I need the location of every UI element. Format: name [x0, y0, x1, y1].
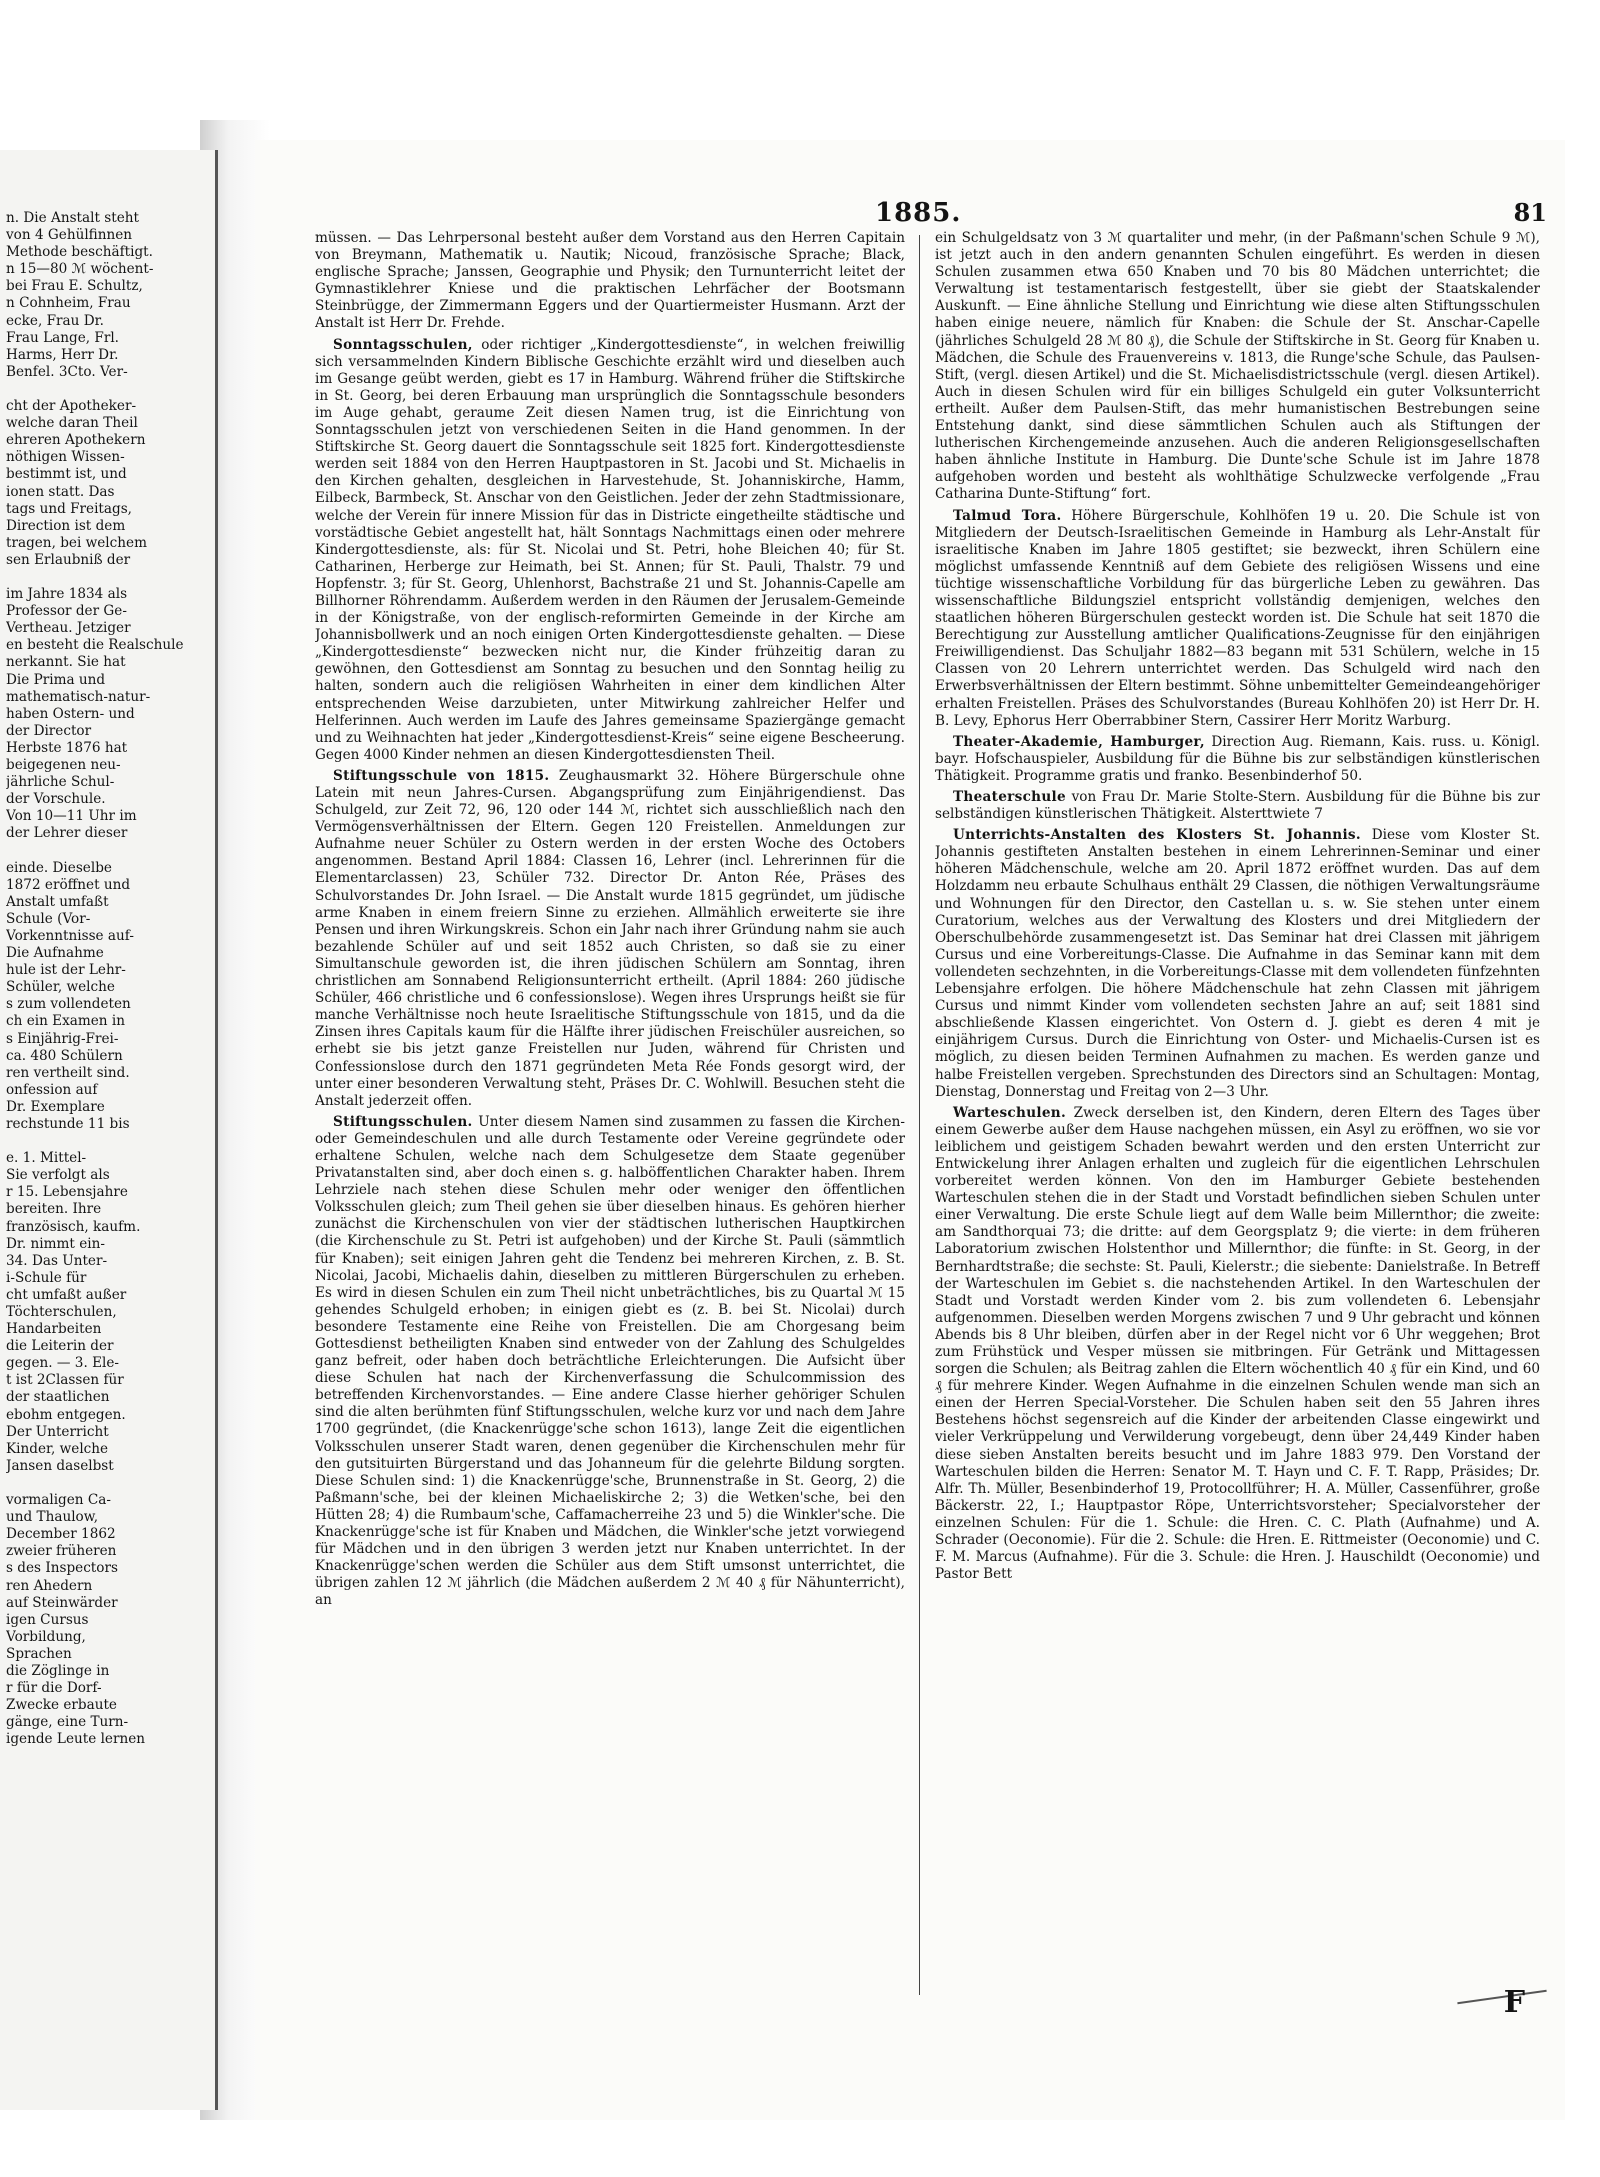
fragment-line: ren Ahedern: [6, 1577, 93, 1594]
fragment-line: hule ist der Lehr-: [6, 962, 126, 979]
fragment-line: r 15. Lebensjahre: [6, 1184, 128, 1201]
article-paragraph: [935, 827, 1540, 1101]
article-text: von Frau Dr. Marie Stolte-Stern. Ausbildung für die Bühne bis zur selbständigen künstlerischen Thätigkeit. Alsterttwiete 7: [935, 789, 1540, 823]
fragment-line: [6, 842, 206, 859]
fragment-line: ehreren Apothekern: [6, 432, 146, 449]
article-paragraph: [935, 230, 1540, 504]
article-text: Zeughausmarkt 32. Höhere Bürgerschule ohne Latein mit neun Jahres-Cursen. Abgangsprüfung zum Einjährigendienst. Das Schulgeld, zur Zeit 72, 96, 120 oder 144 ℳ, richtet sich ausschließlich nach den Vermögensverhältnissen der Eltern. Gegen 120 Freistellen. Anmeldungen zur Aufnahme neuer Schüler zu Ostern werden in der ersten Woche des Octobers angenommen. Bestand April 1884: Classen 16, Lehrer (incl. Lehrerinnen für die Elementarclassen) 23, Schüler 732. Director Dr. Anton Rée, Präses des Schulvorstandes Dr. John Israel. — Die Anstalt wurde 1815 gegründet, um jüdische arme Knaben in einem freiern Sinne zu erziehen. Allmählich erweiterte sie ihre Pensen und ihren Wirkungskreis. Schon ein Jahr nach ihrer Gründung nahm sie auch bezahlende Schüler auf und seit 1852 auch Christen, so daß sie zu einer Simultanschule geworden ist, die ihren jüdischen Schülern am Sonntag, ihren christlichen am Sonnabend Religionsunterricht ertheilt. (April 1884: 260 jüdische Schüler, 466 christliche und 6 confessionslose). Wegen ihres Ursprungs heißt sie für manche Verhältnisse noch heute Israelitische Stiftungsschule von 1815, und da die Zinsen ihres Capitals kaum für die Hälfte ihrer jüdischen Freischüler ausreichen, so erhebt sie bis jetzt ganze Freistellen nur Juden, während für Christen und Confessionslose durch den 1871 gegründeten Meta Rée Fonds gesorgt wird, der unter einer besonderen Verwaltung steht, Präses Dr. C. Wohlwill. Besuchen steht die Anstalt jederzeit offen.: [315, 767, 905, 1109]
fragment-line: nerkannt. Sie hat: [6, 654, 126, 671]
fragment-line: Vorkenntnisse auf-: [6, 927, 134, 944]
article-heading: Sonntagsschulen,: [333, 336, 473, 353]
fragment-line: Handarbeiten: [6, 1321, 102, 1338]
fragment-line: Sprachen: [6, 1645, 72, 1662]
fragment-line: vormaligen Ca-: [6, 1492, 111, 1509]
article-paragraph: [935, 508, 1540, 730]
fragment-line: ca. 480 Schülern: [6, 1047, 123, 1064]
article-text: Direction Aug. Riemann, Kais. russ. u. Königl. bayr. Hofschauspieler, Ausbildung für die Bühne bis zur selbständigen künstlerischen Thätigkeit. Programme gratis und franko. Besenbinderhof 50.: [935, 733, 1540, 784]
fragment-line: Töchterschulen,: [6, 1304, 117, 1320]
text-column-left: [315, 230, 905, 2000]
article-paragraph: [315, 337, 905, 764]
fragment-line: Frau Lange, Frl.: [6, 329, 119, 346]
fragment-line: n. Die Anstalt steht: [6, 210, 139, 226]
fragment-line: Vertheau. Jetziger: [6, 620, 131, 637]
fragment-line: Direction ist dem: [6, 517, 126, 534]
fragment-line: gegen. — 3. Ele-: [6, 1355, 120, 1372]
fragment-line: en besteht die Realschule: [6, 637, 184, 654]
fragment-line: Von 10—11 Uhr im: [6, 808, 137, 825]
fragment-line: sen Erlaubniß der: [6, 551, 131, 568]
article-heading: Unterrichts-Anstalten des Klosters St. Johannis.: [953, 827, 1361, 844]
page-number: 81: [1513, 198, 1547, 227]
fragment-line: December 1862: [6, 1526, 116, 1543]
fragment-line: [6, 569, 206, 586]
article-text: oder richtiger „Kindergottesdienste“, in welchen freiwillig sich versammelnden Kindern Biblische Geschichte erzählt wird und dieselben auch im Gesange geübt werden, giebt es 17 in Hamburg. Während früher die Stiftskirche in St. Georg, bei deren Erbauung man ursprünglich die Sonntagsschule besonders im Auge gehabt, geraume Zeit diesen Namen trug, ist die Einrichtung von Sonntagsschulen jetzt von verschiedenen Seiten in die Hand genommen. In der Stiftskirche St. Georg dauert die Sonntagsschule seit 1825 fort. Kindergottesdienste werden seit 1884 von den Herren Hauptpastoren in St. Jacobi und St. Michaelis in den Kirchen gehalten, desgleichen in Harvestehude, St. Johanniskirche, Hamm, Eilbeck, Barmbeck, St. Anschar von den Geistlichen. Jeder der zehn Stadtmissionare, welche der Verein für innere Mission für das in Districte eingetheilte städtische und vorstädtische Gebiet angestellt hat, hält Sonntags Nachmittags einen oder mehrere Kindergottesdienste, als: für St. Nicolai und St. Petri, hohe Bleichen 40; für St. Catharinen, Herberge zur Heimath, bei St. Annen; für St. Pauli, Thalstr. 79 und Hopfenstr. 3; für St. Georg, Uhlenhorst, Bachstraße 21 und St. Johannis-Capelle am Billhorner Röhrendamm. Außerdem werden in den Räumen der Jerusalem-Gemeinde in der Königstraße, von der englisch-reformirten Gemeinde in der Kirche am Johannisbollwerk und an noch einigen Orten Kindergottesdienste gehalten. — Diese „Kindergottesdienste“ bezwecken nicht nur, die Kinder frühzeitig daran zu gewöhnen, den Gottesdienst am Sonntag zu besuchen und den Sonntag heilig zu halten, sondern auch die religiösen Wahrheiten in einer dem kindlichen Alter entsprechenden Weise darzubieten, unter Mitwirkung zahlreicher Helfer und Helferinnen. Auch werden im Laufe des Jahres gemeinsame Spaziergänge gemacht und zu Weihnachten hat jeder „Kindergottesdienst-Kreis“ seine eigene Bescheerung. Gegen 4000 Kinder nehmen an diesen Kindergottesdiensten Theil.: [315, 336, 905, 763]
fragment-line: Methode beschäftigt.: [6, 244, 153, 261]
page-header: [255, 198, 1565, 228]
fragment-line: bei Frau E. Schultz,: [6, 278, 143, 295]
fragment-line: s des Inspectors: [6, 1560, 118, 1577]
fragment-line: die Zöglinge in: [6, 1662, 110, 1679]
fragment-line: 34. Das Unter-: [6, 1252, 108, 1269]
fragment-line: tragen, bei welchem: [6, 534, 147, 551]
article-text: ein Schulgeldsatz von 3 ℳ quartaliter und mehr, (in der Paßmann'schen Schule 9 ℳ), ist jetzt auch in den andern genannten Schulen eingeführt. Es werden in diesen Schulen zusammen etwa 650 Knaben und 70 bis 80 Mädchen unterrichtet; die Verwaltung ist testamentarisch festgestellt, über sie giebt der Staatskalender Auskunft. — Eine ähnliche Stellung und Einrichtung wie diese alten Stiftungsschulen haben einige neuere, nämlich für Knaben: die Schule der St. Anschar-Capelle (jährliches Schulgeld 28 ℳ 80 ₰), die Schule der Stiftskirche in St. Georg für Knaben u. Mädchen, die Schule des Frauenvereins v. 1813, die Runge'sche Schule, das Paulsen-Stift, (vergl. diesen Artikel) und die St. Michaelisdistrictsschule (vergl. diesen Artikel). Auch in diesen Schulen wird für ein billiges Schulgeld ein guter Volksunterricht ertheilt. Außer dem Paulsen-Stift, das mehr humanistischen Bestrebungen seine Entstehung dankt, sind diese sämmtlichen Schulen auch als Stiftungen der lutherischen Kirchengemeinde anzusehen. Auch die anderen Religionsgesellschaften haben ähnliche Institute in Hamburg. Die Dunte'sche Schule ist im Jahre 1878 aufgehoben worden und besteht als wohlthätige Schulzwecke verfolgende „Frau Catharina Dunte-Stiftung“ fort.: [935, 230, 1540, 503]
fragment-line: ren vertheilt sind.: [6, 1064, 130, 1081]
fragment-line: welche daran Theil: [6, 415, 138, 432]
fragment-line: der Lehrer dieser: [6, 825, 128, 842]
fragment-line: von 4 Gehülfinnen: [6, 227, 133, 244]
fragment-line: n 15—80 ℳ wöchent-: [6, 261, 154, 278]
fragment-line: im Jahre 1834 als: [6, 586, 128, 603]
fragment-line: cht der Apotheker-: [6, 398, 137, 415]
fragment-line: r für die Dorf-: [6, 1680, 102, 1697]
fragment-line: Benfel. 3Cto. Ver-: [6, 363, 128, 380]
column-divider: [919, 235, 920, 1995]
fragment-line: Vorbildung,: [6, 1628, 86, 1645]
fragment-line: igende Leute lernen: [6, 1731, 146, 1748]
fragment-line: onfession auf: [6, 1081, 98, 1098]
fragment-line: s Einjährig-Frei-: [6, 1030, 119, 1047]
fragment-line: bereiten. Ihre: [6, 1201, 102, 1218]
article-heading: Warteschulen.: [953, 1104, 1067, 1121]
fragment-line: i-Schule für: [6, 1269, 87, 1286]
article-heading: Stiftungsschulen.: [333, 1113, 473, 1130]
article-paragraph: [315, 1114, 905, 1610]
fragment-line: jährliche Schul-: [6, 774, 115, 791]
fragment-line: einde. Dieselbe: [6, 859, 112, 876]
article-text: müssen. — Das Lehrpersonal besteht außer dem Vorstand aus den Herren Capitain von Breymann, Mathematik u. Nautik; Nicoud, französische Sprache; Black, englische Sprache; Janssen, Geographie und Physik; den Turnunterricht leitet der Gymnastiklehrer Kniese und die praktischen Lehrfächer der Bootsmann Steinbrügge, der Zimmermann Eggers und der Quartiermeister Husmann. Arzt der Anstalt ist Herr Dr. Frehde.: [315, 230, 905, 332]
left-page-text-fragments: [6, 210, 206, 1748]
fragment-line: haben Ostern- und: [6, 705, 135, 722]
fragment-line: ionen statt. Das: [6, 483, 115, 500]
fragment-line: Der Unterricht: [6, 1423, 109, 1440]
fragment-line: Anstalt umfaßt: [6, 893, 109, 910]
fragment-line: Zwecke erbaute: [6, 1697, 117, 1714]
fragment-line: Die Aufnahme: [6, 945, 104, 962]
fragment-line: [6, 381, 206, 398]
fragment-line: Professor der Ge-: [6, 603, 127, 620]
text-column-right: [935, 230, 1540, 2020]
signature-mark: F: [1503, 1985, 1525, 2020]
fragment-line: Jansen daselbst: [6, 1457, 114, 1474]
fragment-line: nöthigen Wissen-: [6, 449, 125, 466]
fragment-line: igen Cursus: [6, 1611, 89, 1628]
right-page: [255, 140, 1565, 2120]
fragment-line: ecke, Frau Dr.: [6, 312, 104, 329]
fragment-line: Schüler, welche: [6, 979, 115, 996]
article-text: Diese vom Kloster St. Johannis gestifteten Anstalten bestehen in einem Lehrerinnen-Seminar und einer höheren Mädchenschule, welche am 20. April 1872 eröffnet wurden. Das auf dem Holzdamm neu erbaute Schulhaus enthält 29 Classen, die nöthigen Verwaltungsräume und Wohnungen für den Director, den Castellan u. s. w. Sie stehen unter einem Curatorium, welches aus der Verwaltung des Klosters und drei Mitgliedern der Oberschulbehörde zusammengesetzt ist. Das Seminar hat drei Classen mit jährigem Cursus und eine Vorbereitungs-Classe. Die Aufnahme in das Seminar kann mit dem vollendeten sechzehnten, in die Vorbereitungs-Classe mit dem vollendeten fünfzehnten Lebensjahre erfolgen. Die höhere Mädchenschule hat zehn Classen mit jährigem Cursus und nimmt Kinder vom vollendeten sechsten Jahre an auf; seit 1881 sind abschließende Klassen eingerichtet. Von Ostern d. J. giebt es deren 4 mit je einjährigem Cursus. Durch die Einrichtung von Oster- und Michaelis-Cursen ist es möglich, zu diesen beiden Terminen Aufnahmen zu machen. Es werden ganze und halbe Freistellen vergeben. Sprechstunden des Directors sind an Schultagen: Montag, Dienstag, Donnerstag und Freitag von 2—3 Uhr.: [935, 827, 1540, 1100]
article-paragraph: [935, 734, 1540, 785]
fragment-line: tags und Freitags,: [6, 500, 132, 517]
fragment-line: t ist 2Classen für: [6, 1372, 124, 1389]
fragment-line: der staatlichen: [6, 1389, 110, 1406]
fragment-line: französisch, kaufm.: [6, 1218, 141, 1235]
fragment-line: Herbste 1876 hat: [6, 739, 128, 756]
article-paragraph: [935, 1105, 1540, 1584]
fragment-line: der Vorschule.: [6, 791, 106, 808]
fragment-line: die Leiterin der: [6, 1338, 114, 1355]
fragment-line: beigegenen neu-: [6, 757, 121, 773]
fragment-line: ch ein Examen in: [6, 1013, 125, 1030]
article-heading: Stiftungsschule von 1815.: [333, 767, 550, 784]
article-paragraph: [315, 230, 905, 333]
fragment-line: der Director: [6, 722, 92, 739]
fragment-line: auf Steinwärder: [6, 1594, 118, 1611]
fragment-line: Sie verfolgt als: [6, 1167, 110, 1184]
fragment-line: Kinder, welche: [6, 1440, 109, 1457]
fragment-line: Dr. Exemplare: [6, 1098, 105, 1115]
article-heading: Theaterschule: [953, 789, 1066, 805]
article-paragraph: [315, 768, 905, 1110]
article-heading: Theater-Akademie, Hamburger,: [953, 733, 1205, 750]
fragment-line: gänge, eine Turn-: [6, 1714, 129, 1731]
fragment-line: bestimmt ist, und: [6, 466, 127, 483]
article-text: Höhere Bürgerschule, Kohlhöfen 19 u. 20. Die Schule ist von Mitgliedern der Deutsch-Israelitischen Gemeinde in Hamburg als Lehr-Anstalt für israelitische Knaben im Jahre 1805 gestiftet; sie bezweckt, ihren Schülern eine möglichst umfassende Kenntniß auf dem Gebiete des religiösen Wissens und eine tüchtige wissenschaftliche Vorbildung für das bürgerliche Leben zu gewähren. Das wissenschaftliche Bildungsziel entspricht vollständig demjenigen, welches den staatlichen höheren Bürgerschulen gesteckt worden ist. Die Schule hat seit 1870 die Berechtigung zur Ausstellung amtlicher Qualifications-Zeugnisse für den einjährigen Freiwilligendienst. Das Schuljahr 1882—83 begann mit 531 Schülern, welche in 15 Classen von 20 Lehrern unterrichtet werden. Das Schulgeld wird nach den Erwerbsverhältnissen der Eltern bestimmt. Söhne unbemittelter Gemeindeangehöriger erhalten Freistellen. Präses des Schulvorstandes (Bureau Kohlhöfen 20) ist Herr Dr. H. B. Levy, Ephorus Herr Oberrabbiner Stern, Cassirer Herr Moritz Warburg.: [935, 507, 1540, 729]
page-year: 1885.: [875, 198, 962, 228]
article-text: Zweck derselben ist, den Kindern, deren Eltern des Tages über einem Gewerbe außer dem Hause nachgehen müssen, ein Asyl zu eröffnen, wo sie vor leiblichem und geistigem Schaden bewahrt werden und den ersten Unterricht zur Entwickelung ihrer Anlagen erhalten und zugleich für die eigentlichen Lehrschulen vorbereitet werden können. Von den im Hamburger Gebiete bestehenden Warteschulen stehen die in der Stadt und Vorstadt befindlichen sieben Schulen unter einer Verwaltung. Die erste Schule liegt auf dem Walle beim Millernthor; die zweite: am Sandthorquai 73; die dritte: auf dem Georgsplatz 9; die vierte: in dem früheren Laboratorium zwischen Holstenthor und Millernthor; die fünfte: in St. Georg, in der Bernhardtstraße; die sechste: St. Pauli, Kielerstr.; die siebente: Danielstraße. In Betreff der Warteschulen im Gebiet s. die nachstehenden Artikel. In den Warteschulen der Stadt und Vorstadt werden Kinder vom 2. bis zum vollendeten 6. Lebensjahr aufgenommen. Dieselben werden Morgens zwischen 7 und 9 Uhr gebracht und können Abends bis 8 Uhr bleiben, dürfen aber in der Regel nicht vor 6 Uhr weggehen; Brot zum Frühstück und Vesper müssen sie mitbringen. Für Getränk und Mittagessen sorgen die Schulen; als Beitrag zahlen die Eltern wöchentlich 40 ₰ für ein Kind, und 60 ₰ für mehrere Kinder. Wegen Aufnahme in die einzelnen Schulen wende man sich an einen der Herren Special-Vorsteher. Die Schulen haben seit den 55 Jahren ihres Bestehens höchst segensreich auf die Kinder der arbeitenden Classe eingewirkt und vieler Verkrüppelung und Verwilderung vorgebeugt, denn über 24,449 Kinder haben diese sieben Anstalten bereits besucht und im Jahre 1883 979. Den Vorstand der Warteschulen bilden die Herren: Senator M. T. Hayn und C. F. T. Rapp, Präsides; Dr. Alfr. Th. Müller, Besenbinderhof 19, Protocollführer; H. A. Müller, Cassenführer, große Bäckerstr. 22, I.; Hauptpastor Röpe, Unterrichtsvorsteher; Specialvorsteher der einzelnen Schulen: Für die 1. Schule: die Hren. C. C. Plath (Aufnahme) und A. Schrader (Oeconomie). Für die 2. Schule: die Hren. E. Rittmeister (Oeconomie) und C. F. M. Marcus (Aufnahme). Für die 3. Schule: die Hren. J. Hauschildt (Oeconomie) und Pastor Bett: [935, 1104, 1540, 1583]
article-text: Unter diesem Namen sind zusammen zu fassen die Kirchen- oder Gemeindeschulen und alle durch Testamente oder Vereine gegründete oder erhaltene Schulen, welche nach dem Schulgesetze dem Staate gegenüber Privatanstalten sind, aber doch einen s. g. halböffentlichen Charakter haben. Ihrem Lehrziele nach stehen diese Schulen mehr oder weniger den öffentlichen Volksschulen gleich; zum Theil gehen sie über dieselben hinaus. Es gehören hierher zunächst die Kirchenschulen von vier der städtischen lutherischen Hauptkirchen (die Kirchenschule zu St. Petri ist aufgehoben) und der Kirche St. Pauli (sämmtlich für Knaben); seit einigen Jahren geht die Tendenz bei mehreren Kirchen, z. B. St. Nicolai, Jacobi, Michaelis dahin, dieselben zu mittleren Bürgerschulen zu erheben. Es wird in diesen Schulen ein zum Theil nicht unbeträchtliches, bis zu Quartal ℳ 15 gehendes Schulgeld erhoben; in einigen giebt es (z. B. bei St. Nicolai) durch besondere Testamente eine Reihe von Freistellen. Die am Chorgesang beim Gottesdienst betheiligten Knaben sind entweder von der Zahlung des Schulgeldes ganz befreit, oder haben doch beträchtliche Erleichterungen. Die Aufsicht über diese Schulen hat nach der Kirchenverfassung die Schulcommission des betreffenden Kirchenvorstandes. — Eine andere Classe hierher gehöriger Schulen sind die alten berühmten fünf Stiftungsschulen, welche kurz vor und nach dem Jahre 1700 gegründet, (die Knackenrügge'sche schon 1613), lange Zeit die eigentlichen Volksschulen unserer Stadt waren, denen gegenüber die Kirchenschulen mehr für den gutsituirten Bürgerstand und das Johanneum für die gelehrte Bildung sorgten. Diese Schulen sind: 1) die Knackenrügge'sche, Brunnenstraße in St. Georg, 2) die Paßmann'sche, bei der kleinen Michaeliskirche 2; 3) die Wetken'sche, bei den Hütten 28; 4) die Rumbaum'sche, Caffamacherreihe 23 und 5) die Winkler'sche. Die Knackenrügge'sche ist für Knaben und Mädchen, die Winkler'sche jetzt vorwiegend für Mädchen und in den übrigen 3 werden jetzt nur Knaben unterrichtet. In der Knackenrügge'schen werden die Schüler aus dem Stift umsonst unterrichtet, die übrigen zahlen 12 ℳ jährlich (die Mädchen außerdem 2 ℳ 40 ₰ für Nähunterricht), an: [315, 1113, 905, 1609]
fragment-line: zweier früheren: [6, 1543, 117, 1560]
fragment-line: und Thaulow,: [6, 1509, 99, 1526]
article-paragraph: [935, 789, 1540, 823]
fragment-line: n Cohnheim, Frau: [6, 295, 131, 312]
fragment-line: Schule (Vor-: [6, 910, 91, 927]
left-page-fragment: [0, 150, 218, 2110]
fragment-line: Harms, Herr Dr.: [6, 346, 119, 363]
fragment-line: [6, 1475, 206, 1492]
fragment-line: e. 1. Mittel-: [6, 1150, 87, 1167]
fragment-line: 1872 eröffnet und: [6, 876, 131, 893]
article-heading: Talmud Tora.: [953, 507, 1062, 524]
fragment-line: ebohm entgegen.: [6, 1406, 126, 1423]
fragment-line: s zum vollendeten: [6, 996, 131, 1013]
fragment-line: cht umfaßt außer: [6, 1286, 127, 1303]
fragment-line: mathematisch-natur-: [6, 688, 151, 705]
fragment-line: Dr. nimmt ein-: [6, 1235, 105, 1252]
fragment-line: Die Prima und: [6, 671, 106, 688]
fragment-line: [6, 1133, 206, 1150]
fragment-line: rechstunde 11 bis: [6, 1115, 130, 1132]
